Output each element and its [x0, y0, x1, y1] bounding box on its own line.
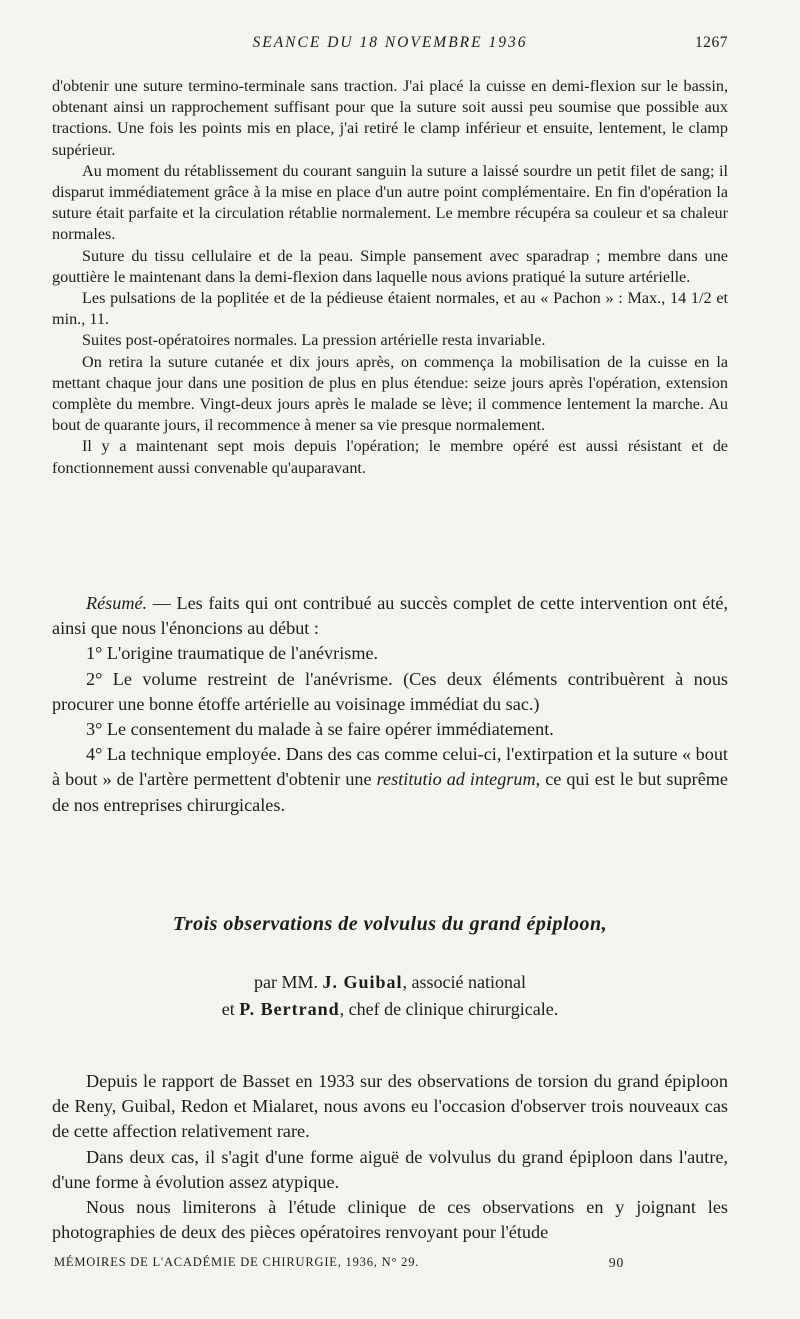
author-name: J. Guibal — [322, 972, 403, 992]
paragraph: Depuis le rapport de Basset en 1933 sur des observations de torsion du grand épiploon de Reny, Guibal, Redon et Mialaret, nous avons eu l'occasion d'observer trois nouveaux cas de cette affection relativement rare. — [52, 1071, 728, 1142]
author-role: , associé national — [402, 972, 526, 992]
paragraph: Suites post-opératoires normales. La pression artérielle resta invariable. — [82, 331, 546, 350]
resume-item — [52, 742, 728, 818]
running-head — [52, 34, 728, 54]
and-text: et — [221, 999, 240, 1019]
running-title: SEANCE DU 18 NOVEMBRE 1936 — [252, 34, 528, 51]
paragraph: Il y a maintenant sept mois depuis l'opération; le membre opéré est aussi résistant et de fonctionnement aussi convenable qu'auparavant. — [52, 437, 728, 477]
paragraph: Nous nous limiterons à l'étude clinique de ces observations en y joignant les photographies de deux des pièces opératoires renvoyant pour l'étude — [52, 1197, 728, 1243]
resume-section — [52, 591, 728, 818]
latin-phrase: restitutio ad integrum — [376, 769, 536, 790]
resume-label: Résumé. — [86, 593, 148, 613]
author-name: P. Bertrand — [239, 999, 340, 1019]
paragraph: Les pulsations de la poplitée et de la pédieuse étaient normales, et au « Pachon » : Max., 14 1/2 et min., 11. — [52, 289, 728, 329]
resume-item4-text: 4° La technique employée. Dans des cas comme celui-ci, l'extirpation et la suture « bout à bout » de l'artère permettent d'obtenir une — [52, 744, 728, 790]
resume-item: 2° Le volume restreint de l'anévrisme. (Ces deux éléments contribuèrent à nous procurer une bonne étoffe artérielle au voisinage immédiat du sac.) — [52, 668, 728, 714]
paragraph: On retira la suture cutanée et dix jours après, on commença la mobilisation de la cuisse en la mettant chaque jour dans une position de plus en plus étendue: seize jours après l'opération, extension complète du membre. Vingt-deux jours après le malade se lève; il commence lentement la marche. Au bout de quarante jours, il recommence à mener sa vie presque normalement. — [52, 352, 728, 435]
author-role: , chef de clinique chirurgicale. — [339, 999, 559, 1019]
sheet-number: 90 — [608, 1255, 624, 1270]
paragraph: d'obtenir une suture termino-terminale sans traction. J'ai placé la cuisse en demi-flexion sur le bassin, obtenant ainsi un rapprochement suffisant pour que la suture soit aussi peu soumise que possible aux tractions. Une fois les points mis en place, j'ai retiré le clamp inférieur et ensuite, lentement, le clamp supérieur. — [52, 77, 728, 159]
case-continuation — [52, 76, 728, 479]
paragraph: Au moment du rétablissement du courant sanguin la suture a laissé sourdre un petit filet de sang; il disparut immédiatement grâce à la mise en place d'un autre point complémentaire. En fin d'opération la suture était parfaite et la circulation rétablie normalement. Le membre récupéra sa couleur et sa chaleur normales. — [52, 161, 728, 244]
resume-intro-text: — Les faits qui ont contribué au succès complet de cette intervention ont été, ainsi que nous l'énoncions au début : — [52, 593, 728, 639]
author-line-2 — [52, 996, 728, 1023]
article-title: Trois observations de volvulus du grand épiploon, — [172, 913, 608, 935]
journal-reference: MÉMOIRES DE L'ACADÉMIE DE CHIRURGIE, 1936, N° 29. — [54, 1255, 420, 1269]
article-body — [52, 1069, 728, 1245]
resume-intro — [52, 591, 728, 641]
article-authors — [52, 969, 728, 1023]
resume-item4-end: , ce qui est le but suprême de nos entreprises chirurgicales. — [52, 769, 729, 815]
page-number: 1267 — [695, 34, 728, 51]
paragraph: Suture du tissu cellulaire et de la peau. Simple pansement avec sparadrap ; membre dans une gouttière le maintenant dans la demi-flexion dans laquelle nous avions pratiqué la suture artérielle. — [52, 246, 728, 286]
resume-item: 3° Le consentement du malade à se faire opérer immédiatement. — [86, 719, 554, 740]
author-line-1 — [52, 969, 728, 996]
by-text: par MM. — [254, 972, 323, 992]
page-footer — [54, 1255, 624, 1273]
paragraph: Dans deux cas, il s'agit d'une forme aiguë de volvulus du grand épiploon dans l'autre, d'une forme à évolution assez atypique. — [52, 1146, 728, 1192]
resume-item: 1° L'origine traumatique de l'anévrisme. — [86, 643, 379, 664]
